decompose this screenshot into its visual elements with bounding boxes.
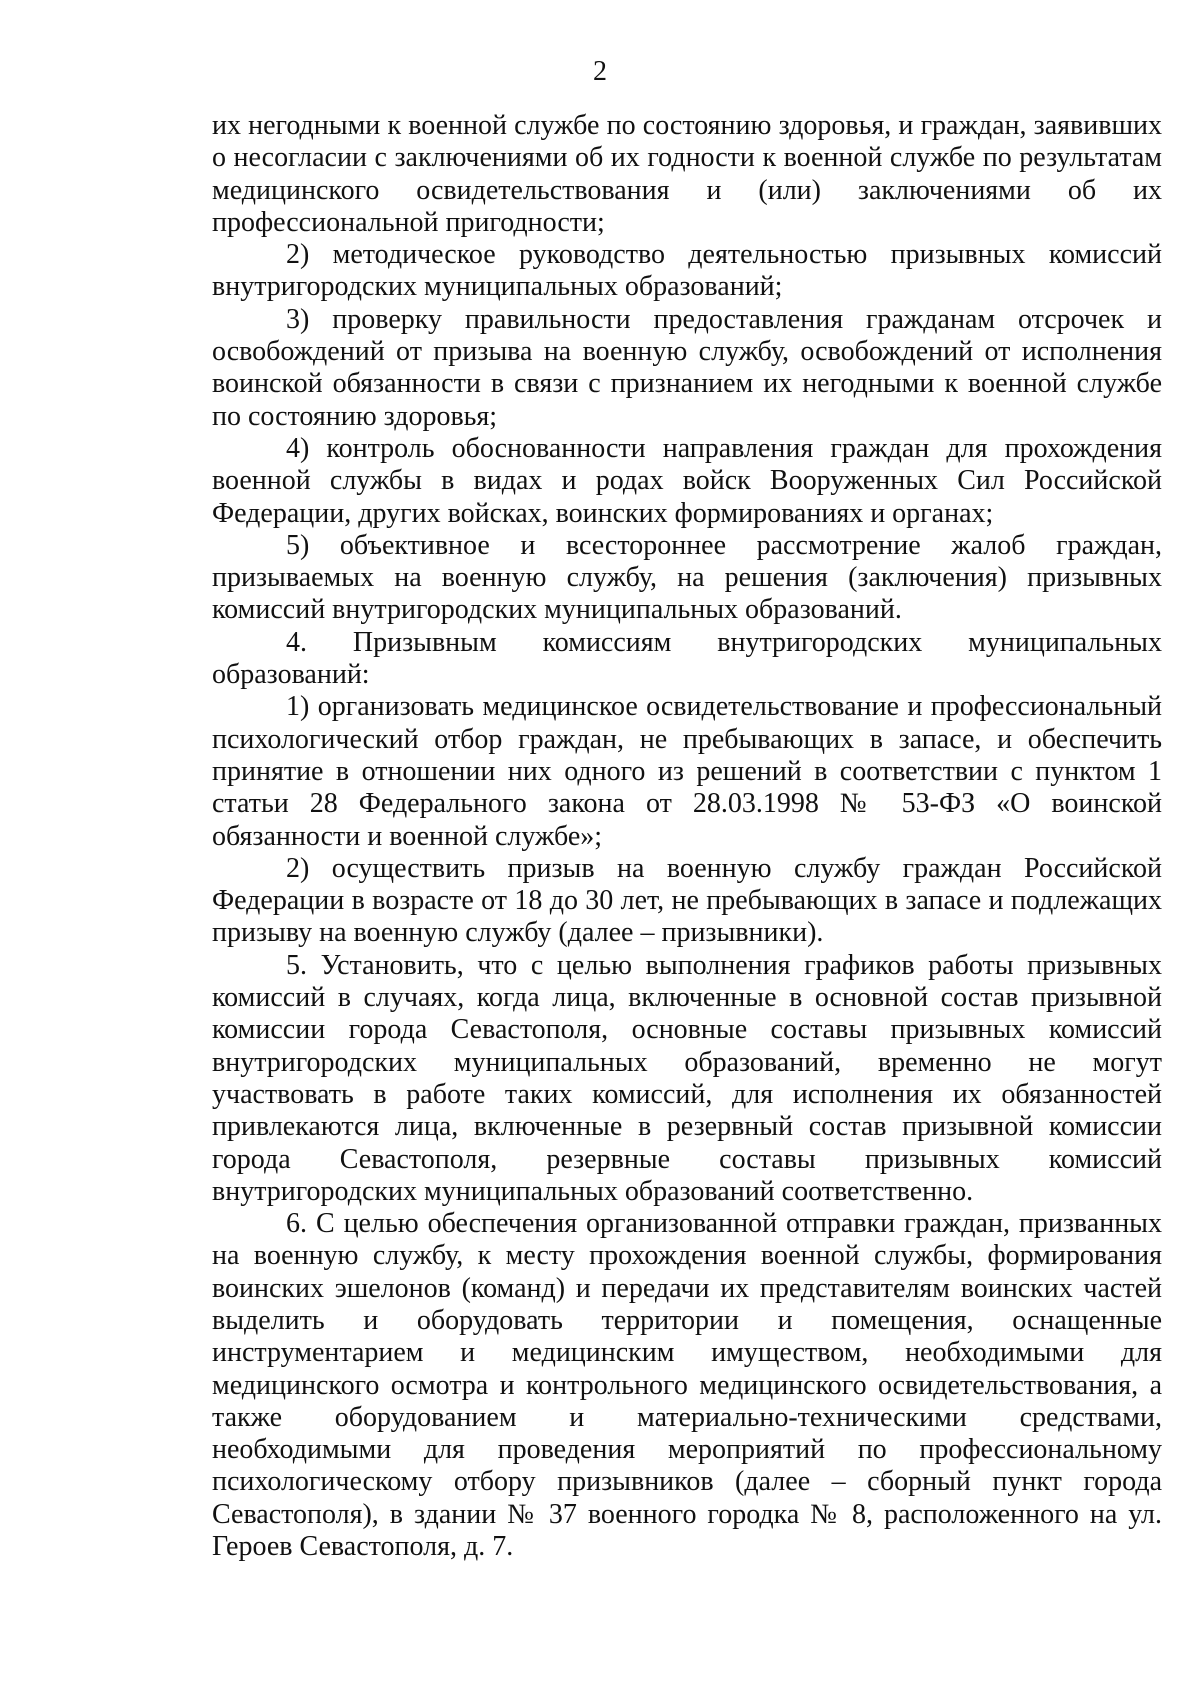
document-body <box>212 110 1162 1563</box>
paragraph-item-3-4: 4) контроль обоснованности направления граждан для прохождения военной службы в видах и родах войск Вооруженных Сил Российской Федерации, других войсках, воинских формированиях и органах; <box>212 432 1162 529</box>
paragraph-item-3-2: 2) методическое руководство деятельностью призывных комиссий внутригородских муниципальных образований; <box>212 239 1162 303</box>
paragraph-section-4: 4. Призывным комиссиям внутригородских муниципальных образований: <box>212 626 1162 691</box>
paragraph-item-3-3: 3) проверку правильности предоставления гражданам отсрочек и освобождений от призыва на военную службу, освобождений от исполнения воинской обязанности в связи с признанием их негодными к военной службе по состоянию здоровья; <box>212 303 1162 432</box>
paragraph-section-6: 6. С целью обеспечения организованной отправки граждан, призванных на военную службу, к месту прохождения военной службы, формирования воинских эшелонов (команд) и передачи их представителям воинских частей выделить и оборудовать территории и помещения, оснащенные инструментарием и медицинским имуществом, необходимыми для медицинского осмотра и контрольного медицинского освидетельствования, а также оборудованием и материально-техническими средствами, необходимыми для проведения мероприятий по профессиональному психологическому отбору призывников (далее – сборный пункт города Севастополя), в здании № 37 военного городка № 8, расположенного на ул. Героев Севастополя, д. 7. <box>212 1208 1162 1563</box>
page-number: 2 <box>593 56 607 87</box>
paragraph-section-5: 5. Установить, что с целью выполнения графиков работы призывных комиссий в случаях, когда лица, включенные в основной состав призывной комиссии города Севастополя, основные составы призывных комиссий внутригородских муниципальных образований, временно не могут участвовать в работе таких комиссий, для исполнения их обязанностей привлекаются лица, включенные в резервный состав призывной комиссии города Севастополя, резервные составы призывных комиссий внутригородских муниципальных образований соответственно. <box>212 949 1162 1207</box>
paragraph-item-3-5: 5) объективное и всестороннее рассмотрение жалоб граждан, призываемых на военную службу, на решения (заключения) призывных комиссий внутригородских муниципальных образований. <box>212 529 1162 626</box>
paragraph-continuation: их негодными к военной службе по состоянию здоровья, и граждан, заявивших о несогласии с заключениями об их годности к военной службе по результатам медицинского освидетельствования и (или) заключениями об их профессиональной пригодности; <box>212 110 1162 238</box>
paragraph-item-4-1: 1) организовать медицинское освидетельствование и профессиональный психологический отбор граждан, не пребывающих в запасе, и обеспечить принятие в отношении них одного из решений в соответствии с пунктом 1 статьи 28 Федерального закона от 28.03.1998 № 53-ФЗ «О воинской обязанности и военной службе»; <box>212 691 1162 852</box>
paragraph-item-4-2: 2) осуществить призыв на военную службу граждан Российской Федерации в возрасте от 18 до 30 лет, не пребывающих в запасе и подлежащих призыву на военную службу (далее – призывники). <box>212 852 1162 949</box>
